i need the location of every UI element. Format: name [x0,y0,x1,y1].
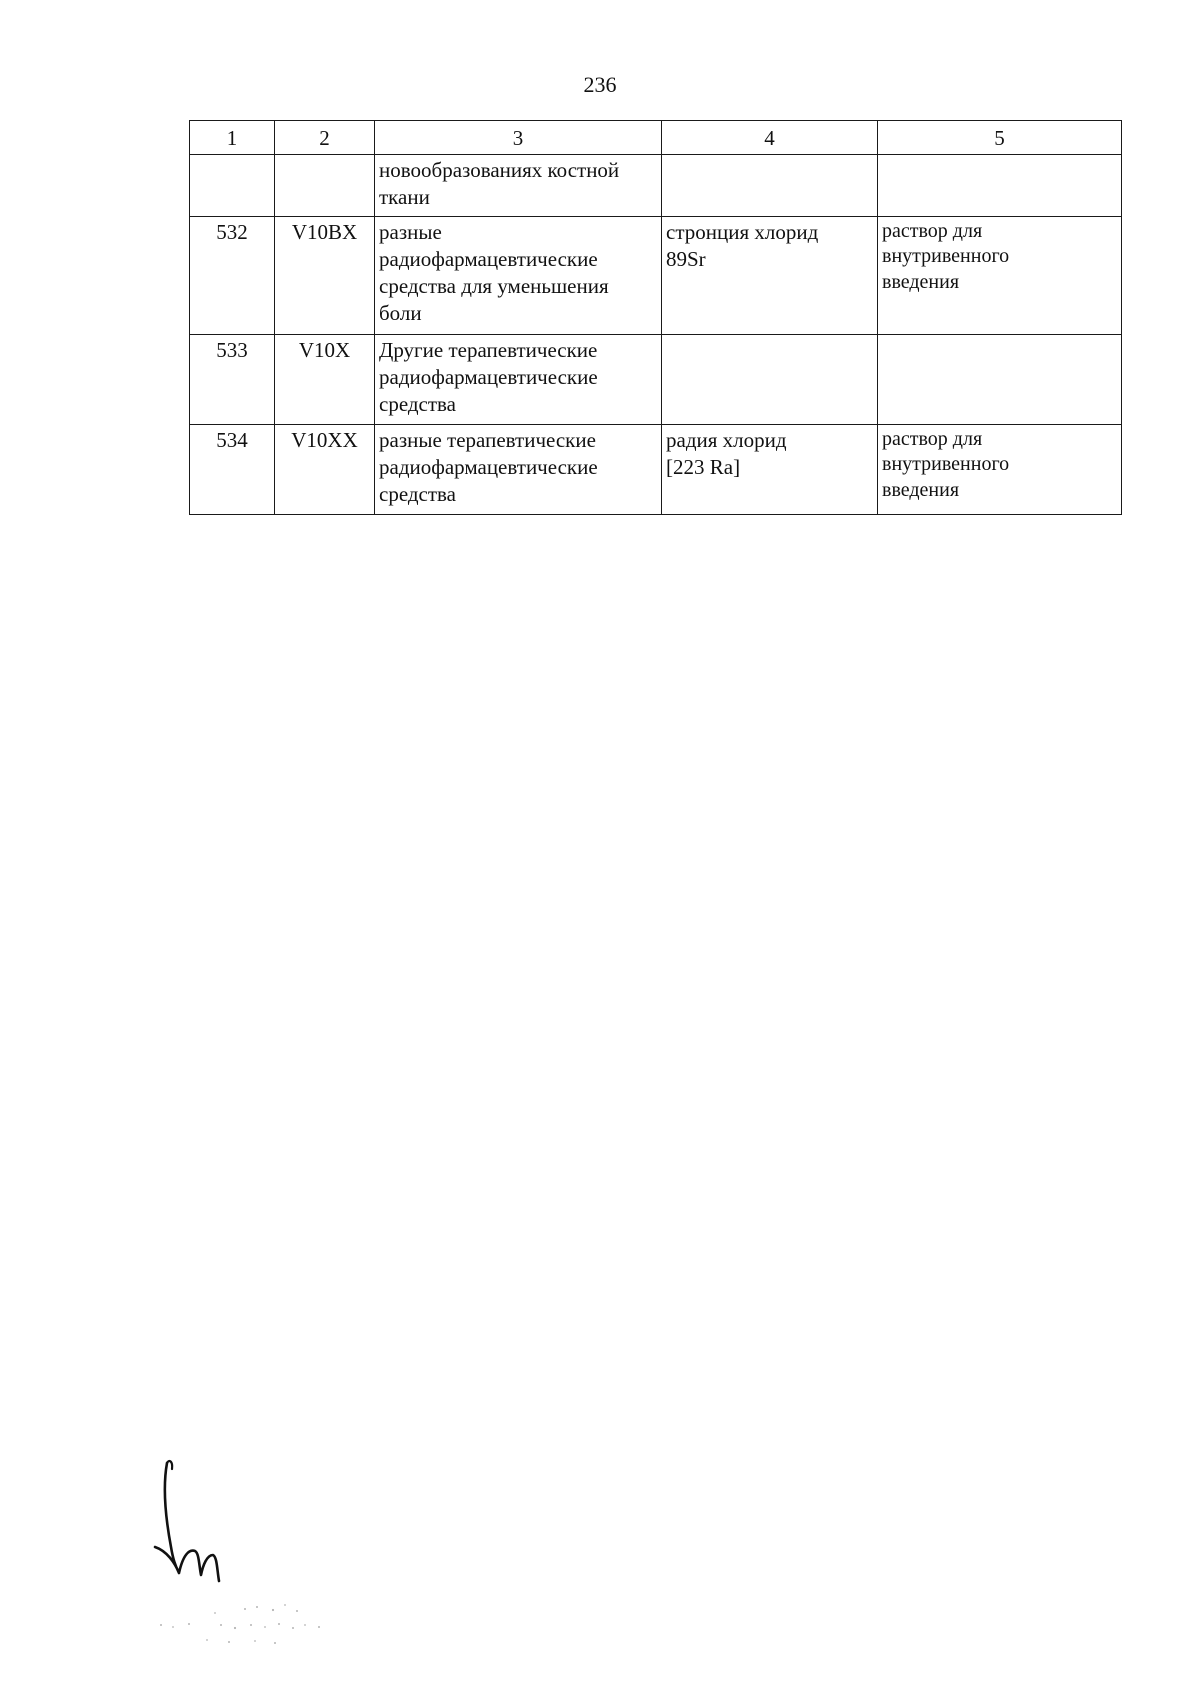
atc-code-cell: V10BX [275,216,375,334]
dosage-form-line: внутривенного [882,245,1010,268]
description-line: разные терапевтические [379,427,596,452]
dosage-form-line: введения [882,479,960,502]
drug-name-line: радия хлорид [666,427,787,452]
description-line: новообразованиях костной [379,157,620,182]
row-number-cell [190,154,275,216]
dosage-form-cell [878,216,1122,334]
description-line: средства для уменьшения [379,273,609,298]
dosage-form-line: введения [882,271,960,294]
drug-name-cell [662,216,878,334]
page-number: 236 [583,72,617,97]
faded-stamp-mark [155,1595,345,1650]
description-cell [375,154,662,216]
description-cell [375,334,662,424]
drug-name-cell [662,154,878,216]
description-line: разные [379,219,442,244]
dosage-form-cell [878,334,1122,424]
table-row [190,334,1122,424]
atc-code-cell: V10XX [275,424,375,514]
drug-name-line: 89Sr [666,246,706,271]
atc-code-cell [275,154,375,216]
dosage-form-line: раствор для [882,219,983,242]
drug-name-line: стронция хлорид [666,219,819,244]
header-cell: 4 [662,121,878,155]
table-row [190,154,1122,216]
description-line: Другие терапевтические [379,337,598,362]
description-line: боли [379,300,422,325]
dosage-form-line: внутривенного [882,453,1010,476]
row-number-cell: 532 [190,216,275,334]
row-number-cell: 533 [190,334,275,424]
description-line: средства [379,481,457,506]
dosage-form-cell [878,154,1122,216]
drug-name-line: [223 Ra] [666,454,741,479]
header-cell: 1 [190,121,275,155]
description-line: средства [379,391,457,416]
row-number-cell: 534 [190,424,275,514]
drug-table [189,120,1122,515]
description-line: радиофармацевтические [379,454,598,479]
atc-code-cell: V10X [275,334,375,424]
table-row [190,216,1122,334]
drug-name-cell [662,334,878,424]
description-cell [375,424,662,514]
handwritten-signature [145,1455,225,1590]
header-cell: 3 [375,121,662,155]
table-row [190,424,1122,514]
description-line: ткани [379,184,430,209]
header-cell: 5 [878,121,1122,155]
description-cell [375,216,662,334]
table-header-row [190,121,1122,155]
drug-name-cell [662,424,878,514]
description-line: радиофармацевтические [379,246,598,271]
dosage-form-cell [878,424,1122,514]
header-cell: 2 [275,121,375,155]
description-line: радиофармацевтические [379,364,598,389]
dosage-form-line: раствор для [882,427,983,450]
